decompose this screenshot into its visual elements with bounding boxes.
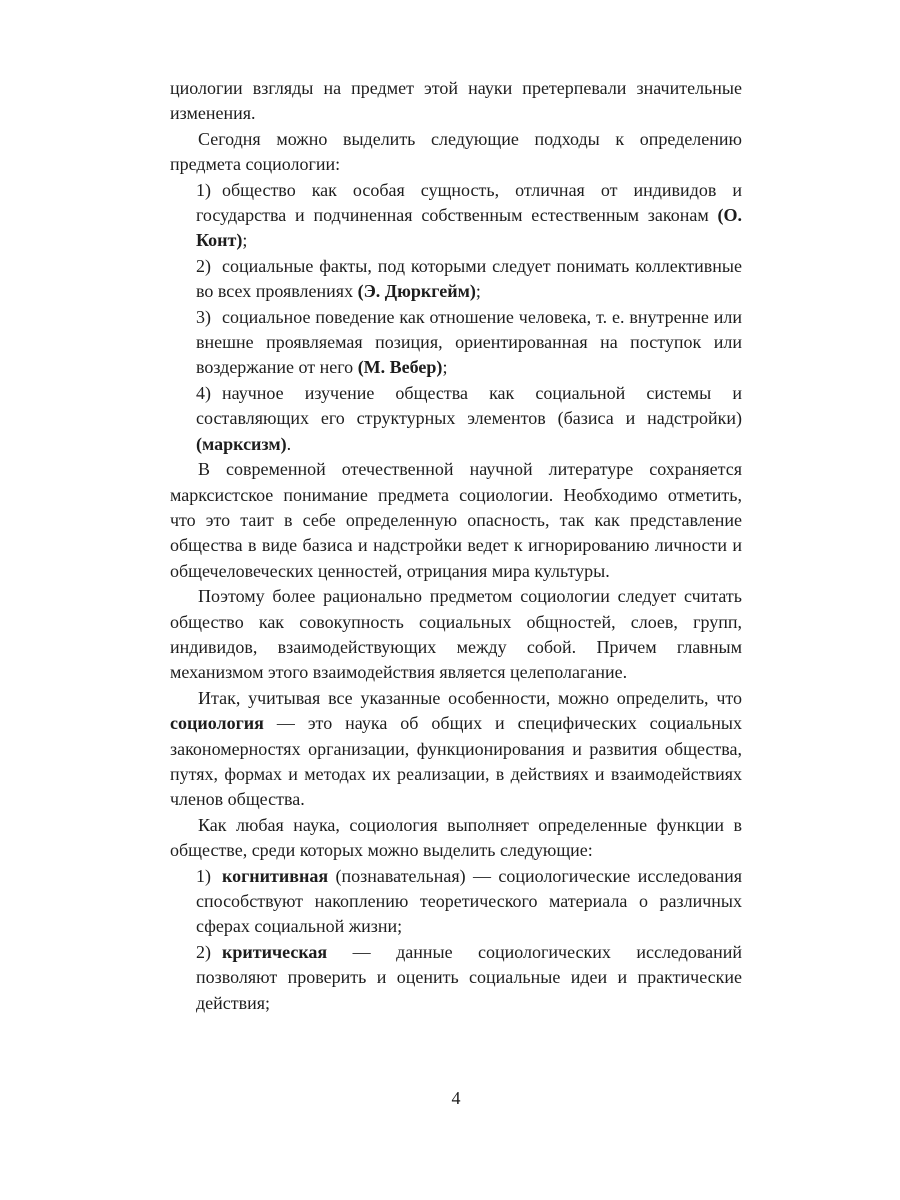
text-segment: Как любая наука, социология выполняет определенные функции в обществе, среди которых можно выделить следующие: — [170, 814, 742, 861]
page-body — [170, 76, 742, 1016]
text-segment: ; — [442, 357, 448, 378]
list-item — [196, 254, 742, 305]
list-number: 2) — [196, 941, 211, 962]
list-item — [196, 178, 742, 254]
text-segment: ; — [475, 281, 481, 302]
paragraph — [170, 457, 742, 584]
list-number: 2) — [196, 255, 211, 276]
page-number: 4 — [451, 1088, 461, 1108]
text-segment: В современной отечественной научной литературе сохраняется марксистское понимание предмета социологии. Необходимо отметить, что это таит в себе определенную опасность, так как представление общества в виде базиса и надстройки ведет к игнорированию личности и общечеловеческих ценностей, отрицания мира культуры. — [170, 459, 742, 581]
text-segment: — это наука об общих и специфических социальных закономерностях организации, функционирования и развития общества, путях, формах и методах их реализации, в действиях и взаимодействиях членов общества. — [170, 713, 742, 810]
text-segment: Поэтому более рационально предметом социологии следует считать общество как совокупность социальных общностей, слоев, групп, индивидов, взаимодействующих между собой. Причем главным механизмом этого взаимодействия является целеполагание. — [170, 586, 742, 683]
text-segment: Итак, учитывая все указанные особенности, можно определить, что — [198, 687, 742, 708]
text-segment: циологии взгляды на предмет этой науки претерпевали значительные изменения. — [170, 78, 742, 124]
text-segment: . — [286, 433, 292, 454]
paragraph — [170, 813, 742, 864]
list-number: 1) — [196, 179, 211, 200]
text-segment-bold: социология — [170, 713, 264, 734]
text-segment: научное изучение общества как социальной системы и составляющих его структурных элементов (базиса и надстройки) — [196, 382, 742, 429]
list-item — [196, 305, 742, 381]
text-segment-bold: (О. Конт) — [196, 205, 742, 251]
list-number: 1) — [196, 865, 211, 886]
list-number: 3) — [196, 306, 211, 327]
paragraph — [170, 76, 742, 127]
text-segment: Сегодня можно выделить следующие подходы к определению предмета социологии: — [170, 128, 742, 175]
paragraph — [170, 686, 742, 813]
text-segment: (познавательная) — социологические исследования способствуют накоплению теоретического материала о различных сферах социальной жизни; — [196, 865, 742, 937]
text-segment-bold: (М. Вебер) — [357, 357, 443, 378]
paragraph — [170, 127, 742, 178]
text-segment-bold: (Э. Дюркгейм) — [357, 281, 476, 302]
text-segment-bold: критическая — [222, 941, 328, 962]
list-number: 4) — [196, 382, 211, 403]
text-segment-bold: (марксизм) — [196, 433, 287, 454]
text-segment: социальное поведение как отношение человека, т. е. внутренне или внешне проявляемая позиция, ориентированная на поступок или воздержание от него — [196, 306, 742, 378]
text-segment: ; — [242, 230, 248, 251]
text-segment: социальные факты, под которыми следует понимать коллективные во всех проявлениях — [196, 255, 742, 302]
text-segment: — данные социологических исследований позволяют проверить и оценить социальные идеи и практические действия; — [196, 941, 742, 1013]
list-item — [196, 864, 742, 940]
paragraph — [170, 584, 742, 686]
text-segment: общество как особая сущность, отличная от индивидов и государства и подчиненная собственным естественным законам — [196, 179, 742, 226]
list-item — [196, 940, 742, 1016]
text-segment-bold: когнитивная — [222, 865, 329, 886]
list-item — [196, 381, 742, 457]
